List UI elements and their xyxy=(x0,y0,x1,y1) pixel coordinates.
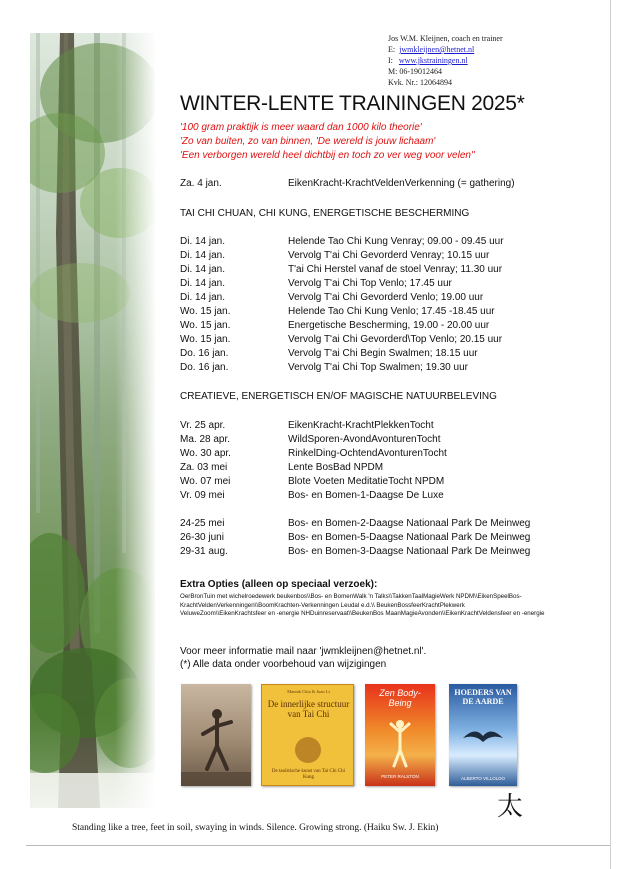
row-event: Vervolg T'ai Chi Top Swalmen; 19.30 uur xyxy=(288,362,468,373)
divider xyxy=(26,845,610,846)
row-event: WildSporen-AvondAvonturenTocht xyxy=(288,434,441,445)
extra-options-title: Extra Opties (alleen op speciaal verzoek): xyxy=(180,579,378,590)
row-event: Vervolg T'ai Chi Gevorderd Venray; 10.15 uur xyxy=(288,250,490,261)
haiku-footer: Standing like a tree, feet in soil, swaying in winds. Silence. Growing strong. (Haiku Sw. J. Ekin) xyxy=(72,823,439,833)
row-event: Helende Tao Chi Kung Venlo; 17.45 -18.45 uur xyxy=(288,306,495,317)
schedule-row xyxy=(180,532,530,543)
row-date: Di. 14 jan. xyxy=(180,250,226,261)
row-date: Di. 14 jan. xyxy=(180,236,226,247)
quote-line: 'Zo van buiten, zo van binnen, 'De wereld is jouw lichaam' xyxy=(180,136,436,147)
book4-title: HOEDERS VAN DE AARDE xyxy=(454,688,512,706)
row-event: Helende Tao Chi Kung Venray; 09.00 - 09.45 uur xyxy=(288,236,504,247)
row-event: Vervolg T'ai Chi Begin Swalmen; 18.15 uur xyxy=(288,348,478,359)
quotes xyxy=(180,121,475,163)
book-cover-3 xyxy=(365,684,435,786)
schedule-row xyxy=(180,490,444,501)
web-label: I: xyxy=(388,56,393,65)
schedule-row xyxy=(180,434,441,445)
contact-web-line xyxy=(388,55,503,66)
row-event: RinkelDing-OchtendAvonturenTocht xyxy=(288,448,447,459)
schedule-row xyxy=(180,236,504,247)
row-date: Vr. 25 apr. xyxy=(180,420,226,431)
row-event: Blote Voeten MeditatieTocht NPDM xyxy=(288,476,445,487)
book2-subtitle: De taoïstische kunst van Tai Chi Chi Kung xyxy=(271,769,346,780)
contact-kvk: Kvk. Nr.: 12064894 xyxy=(388,78,452,87)
row-date: Di. 14 jan. xyxy=(180,264,226,275)
schedule-row xyxy=(180,546,530,557)
schedule-row xyxy=(180,278,452,289)
contact-mobile: M: 06-19012464 xyxy=(388,67,442,76)
row-event: Bos- en Bomen-1-Daagse De Luxe xyxy=(288,490,444,501)
row-date: Wo. 30 apr. xyxy=(180,448,231,459)
row-date: Ma. 28 apr. xyxy=(180,434,231,445)
row-date: 26-30 juni xyxy=(180,532,224,543)
row-event: Bos- en Bomen-3-Daagse Nationaal Park De Meinweg xyxy=(288,546,531,557)
bird-icon xyxy=(461,724,505,748)
contact-name: Jos W.M. Kleijnen, coach en trainer xyxy=(388,34,503,43)
schedule-row xyxy=(180,334,502,345)
row-date: Za. 4 jan. xyxy=(180,178,222,189)
row-date: Wo. 07 mei xyxy=(180,476,231,487)
row-event: EikenKracht-KrachtPlekkenTocht xyxy=(288,420,434,431)
row-event: Vervolg T'ai Chi Top Venlo; 17.45 uur xyxy=(288,278,452,289)
row-event: Energetische Bescherming, 19.00 - 20.00 uur xyxy=(288,320,490,331)
schedule-row xyxy=(180,348,478,359)
email-label: E: xyxy=(388,45,396,54)
book2-author: Mantak Chia & Juan Li xyxy=(287,689,330,694)
schedule-row xyxy=(180,250,489,261)
extra-options-text: OerBronTuin met wichelroedewerk beukenbos\\Bos- en BomenWalk 'n Talks\\TakkenTaalMagieWerk NPDM\\EikenSpeelBos-KrachtVeldenVerkenningen\\BoomKrachten-Verkenningen Leudal e.d.\\ BeukenBossfeerKrachtPlekwerk VeluweZoom\\EikenKrachtsfeer en -energie NHDuinreservaat\\BeukenBos MaanMagieAvonden\\EikenKrachtVeldensfeer en -energie xyxy=(180,593,545,618)
contact-email-line xyxy=(388,44,503,55)
schedule-row xyxy=(180,292,483,303)
schedule-row xyxy=(180,264,502,275)
row-date: Wo. 15 jan. xyxy=(180,334,231,345)
book-cover-2 xyxy=(261,684,354,786)
book-cover-1 xyxy=(181,684,251,786)
row-date: Do. 16 jan. xyxy=(180,348,229,359)
yin-yang-icon xyxy=(293,735,323,765)
row-event: Bos- en Bomen-5-Daagse Nationaal Park De Meinweg xyxy=(288,532,531,543)
row-date: Do. 16 jan. xyxy=(180,362,229,373)
schedule-row xyxy=(180,462,383,473)
book2-title: De innerlijke structuur van Tai Chi xyxy=(267,699,350,719)
quote-line: 'Een verborgen wereld heel dichtbij en toch zo ver weg voor velen'' xyxy=(180,150,475,161)
row-event: Vervolg T'ai Chi Gevorderd Venlo; 19.00 uur xyxy=(288,292,484,303)
row-event: T'ai Chi Herstel vanaf de stoel Venray; 11.30 uur xyxy=(288,264,503,275)
section-heading-taichi: TAI CHI CHUAN, CHI KUNG, ENERGETISCHE BESCHERMING xyxy=(180,208,470,219)
email-link[interactable]: jwmkleijnen@hetnet.nl xyxy=(399,45,475,54)
page-edge xyxy=(610,0,611,869)
taichi-figure-illustration xyxy=(181,684,251,786)
tai-chi-logo: 太 xyxy=(497,792,524,822)
standing-figure-icon xyxy=(389,718,411,768)
schedule-row xyxy=(180,178,515,189)
row-date: Wo. 15 jan. xyxy=(180,306,231,317)
contact-block xyxy=(388,33,503,88)
schedule-row xyxy=(180,362,468,373)
schedule-row xyxy=(180,420,434,431)
row-event: Bos- en Bomen-2-Daagse Nationaal Park De Meinweg xyxy=(288,518,531,529)
info-mail-line: Voor meer informatie mail naar 'jwmkleijnen@hetnet.nl'. xyxy=(180,646,427,657)
row-date: Di. 14 jan. xyxy=(180,292,226,303)
row-event: Vervolg T'ai Chi Gevorderd\Top Venlo; 20.15 uur xyxy=(288,334,503,345)
row-event: Lente BosBad NPDM xyxy=(288,462,384,473)
photo-fade xyxy=(115,33,155,808)
quote-line: '100 gram praktijk is meer waard dan 1000 kilo theorie' xyxy=(180,122,422,133)
row-date: Di. 14 jan. xyxy=(180,278,226,289)
schedule-row xyxy=(180,306,495,317)
row-date: 24-25 mei xyxy=(180,518,225,529)
book-cover-4 xyxy=(449,684,517,786)
schedule-row xyxy=(180,448,447,459)
row-date: Vr. 09 mei xyxy=(180,490,225,501)
book3-title: Zen Body-Being xyxy=(379,688,421,708)
row-event: EikenKracht-KrachtVeldenVerkenning (= gathering) xyxy=(288,178,515,189)
info-block xyxy=(180,645,426,671)
row-date: Wo. 15 jan. xyxy=(180,320,231,331)
row-date: Za. 03 mei xyxy=(180,462,228,473)
info-disclaimer: (*) Alle data onder voorbehoud van wijzigingen xyxy=(180,659,387,670)
forest-photo xyxy=(30,33,155,808)
web-link[interactable]: www.jkstrainingen.nl xyxy=(398,56,468,65)
schedule-row xyxy=(180,476,444,487)
row-date: 29-31 aug. xyxy=(180,546,228,557)
book3-author: PETER RALSTON xyxy=(381,774,419,779)
page-title: WINTER-LENTE TRAININGEN 2025* xyxy=(180,92,525,115)
schedule-row xyxy=(180,320,489,331)
schedule-row xyxy=(180,518,530,529)
book4-author: ALBERTO VILLOLDO xyxy=(460,776,506,781)
section-heading-nature: CREATIEVE, ENERGETISCH EN/OF MAGISCHE NATUURBELEVING xyxy=(180,391,497,402)
